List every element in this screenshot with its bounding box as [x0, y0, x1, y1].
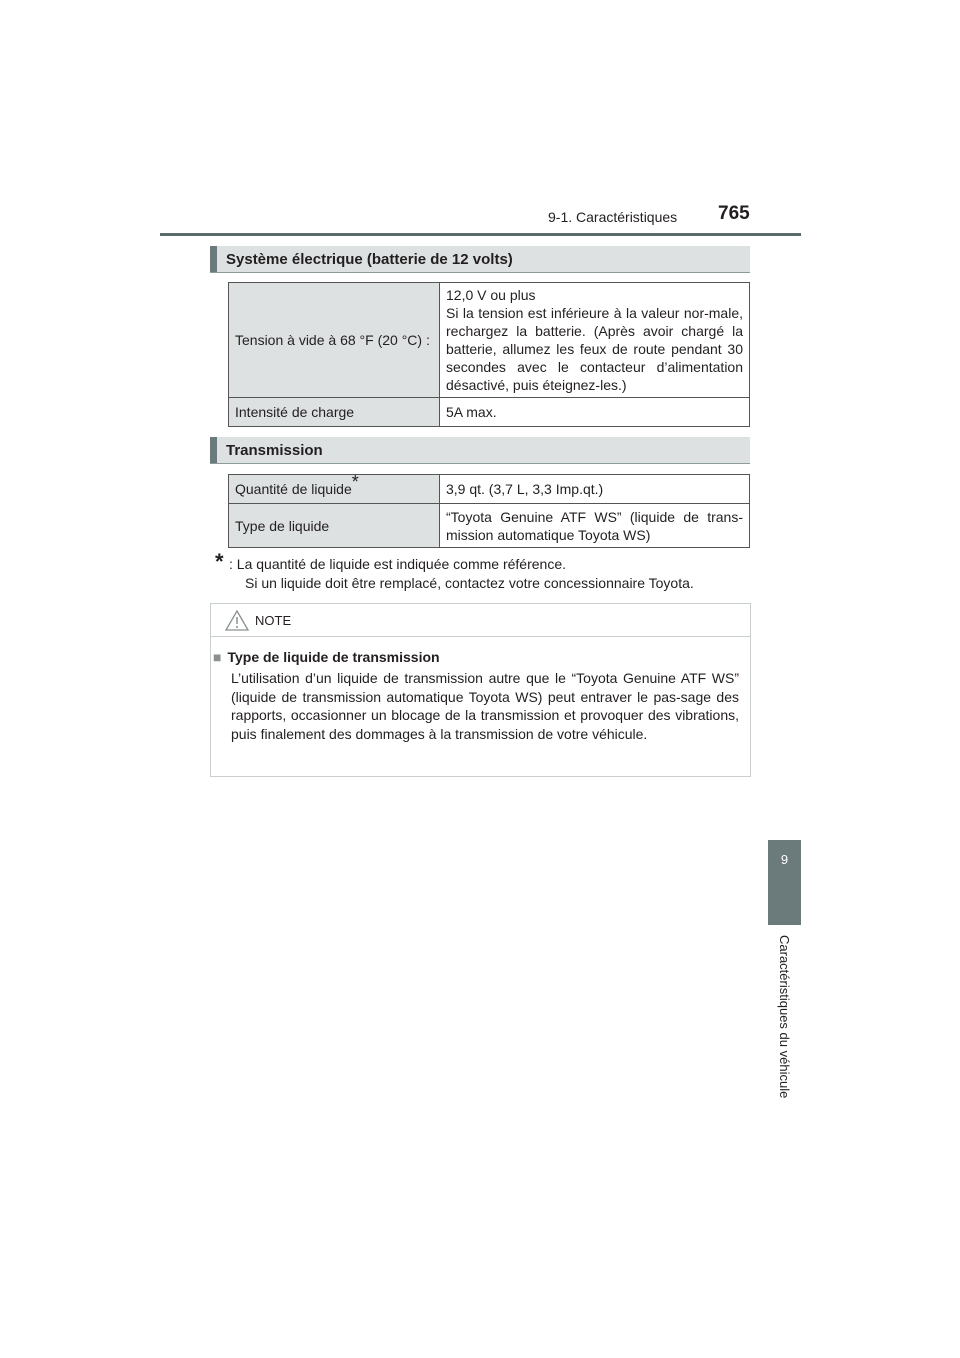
note-item-text: L’utilisation d’un liquide de transmission autre que le “Toyota Genuine ATF WS” (liquide de transmission automatique Toyota WS) peut entraver le pas-sage des rapports, occasionner un blocage de la transmission et provoquer des vibrations, puis finalement des dommages à la transmission de votre véhicule. [231, 670, 739, 742]
chapter-title-wrap [768, 935, 801, 1125]
spec-value-detail: Si la tension est inférieure à la valeur nor-male, rechargez la batterie. (Après avoir chargé la batterie, allumez les feux de route pendant 30 secondes avec le contacteur d’alimentation désactivé, puis éteignez-les.) [446, 305, 743, 393]
spec-value: “Toyota Genuine ATF WS” (liquide de trans-mission automatique Toyota WS) [440, 504, 750, 548]
note-label: NOTE [255, 613, 292, 628]
electrical-spec-table [228, 282, 750, 427]
spec-label [229, 472, 440, 504]
table-row [229, 283, 750, 398]
electrical-section-title: Système électrique (batterie de 12 volts) [226, 251, 513, 268]
electrical-section-heading [210, 246, 750, 273]
warning-triangle-icon [225, 610, 249, 631]
spec-value: 3,9 qt. (3,7 L, 3,3 Imp.qt.) [440, 475, 750, 504]
table-row [229, 398, 750, 427]
heading-accent [210, 437, 217, 463]
spec-label: Intensité de charge [229, 398, 440, 427]
note-item-title: Type de liquide de transmission [227, 649, 440, 665]
footnote-mark: * [351, 472, 359, 492]
note-box [210, 603, 751, 777]
transmission-spec-table [228, 474, 750, 548]
spec-label: Tension à vide à 68 °F (20 °C) : [229, 283, 440, 398]
section-header: 9-1. Caractéristiques [548, 209, 678, 225]
square-bullet-icon: ■ [213, 649, 222, 665]
spec-label: Type de liquide [229, 504, 440, 548]
footnote-line: Si un liquide doit être remplacé, contactez votre concessionnaire Toyota. [245, 575, 694, 591]
heading-accent [210, 246, 217, 272]
header-divider [160, 233, 801, 236]
transmission-section-title: Transmission [226, 442, 323, 459]
table-row [229, 475, 750, 504]
chapter-title: Caractéristiques du véhicule [776, 935, 792, 1099]
spec-value-line: 12,0 V ou plus [446, 287, 536, 303]
table-row [229, 504, 750, 548]
note-item-heading [213, 649, 440, 665]
page-number: 765 [718, 203, 750, 224]
spec-value: 5A max. [440, 398, 750, 427]
note-header [211, 604, 750, 637]
spec-value [440, 283, 750, 398]
spec-label-text: Quantité de liquide [235, 481, 352, 497]
transmission-section-heading [210, 437, 750, 464]
footnote-star: * [215, 549, 224, 574]
footnote-line: : La quantité de liquide est indiquée comme référence. [229, 556, 566, 572]
chapter-number: 9 [780, 852, 789, 867]
